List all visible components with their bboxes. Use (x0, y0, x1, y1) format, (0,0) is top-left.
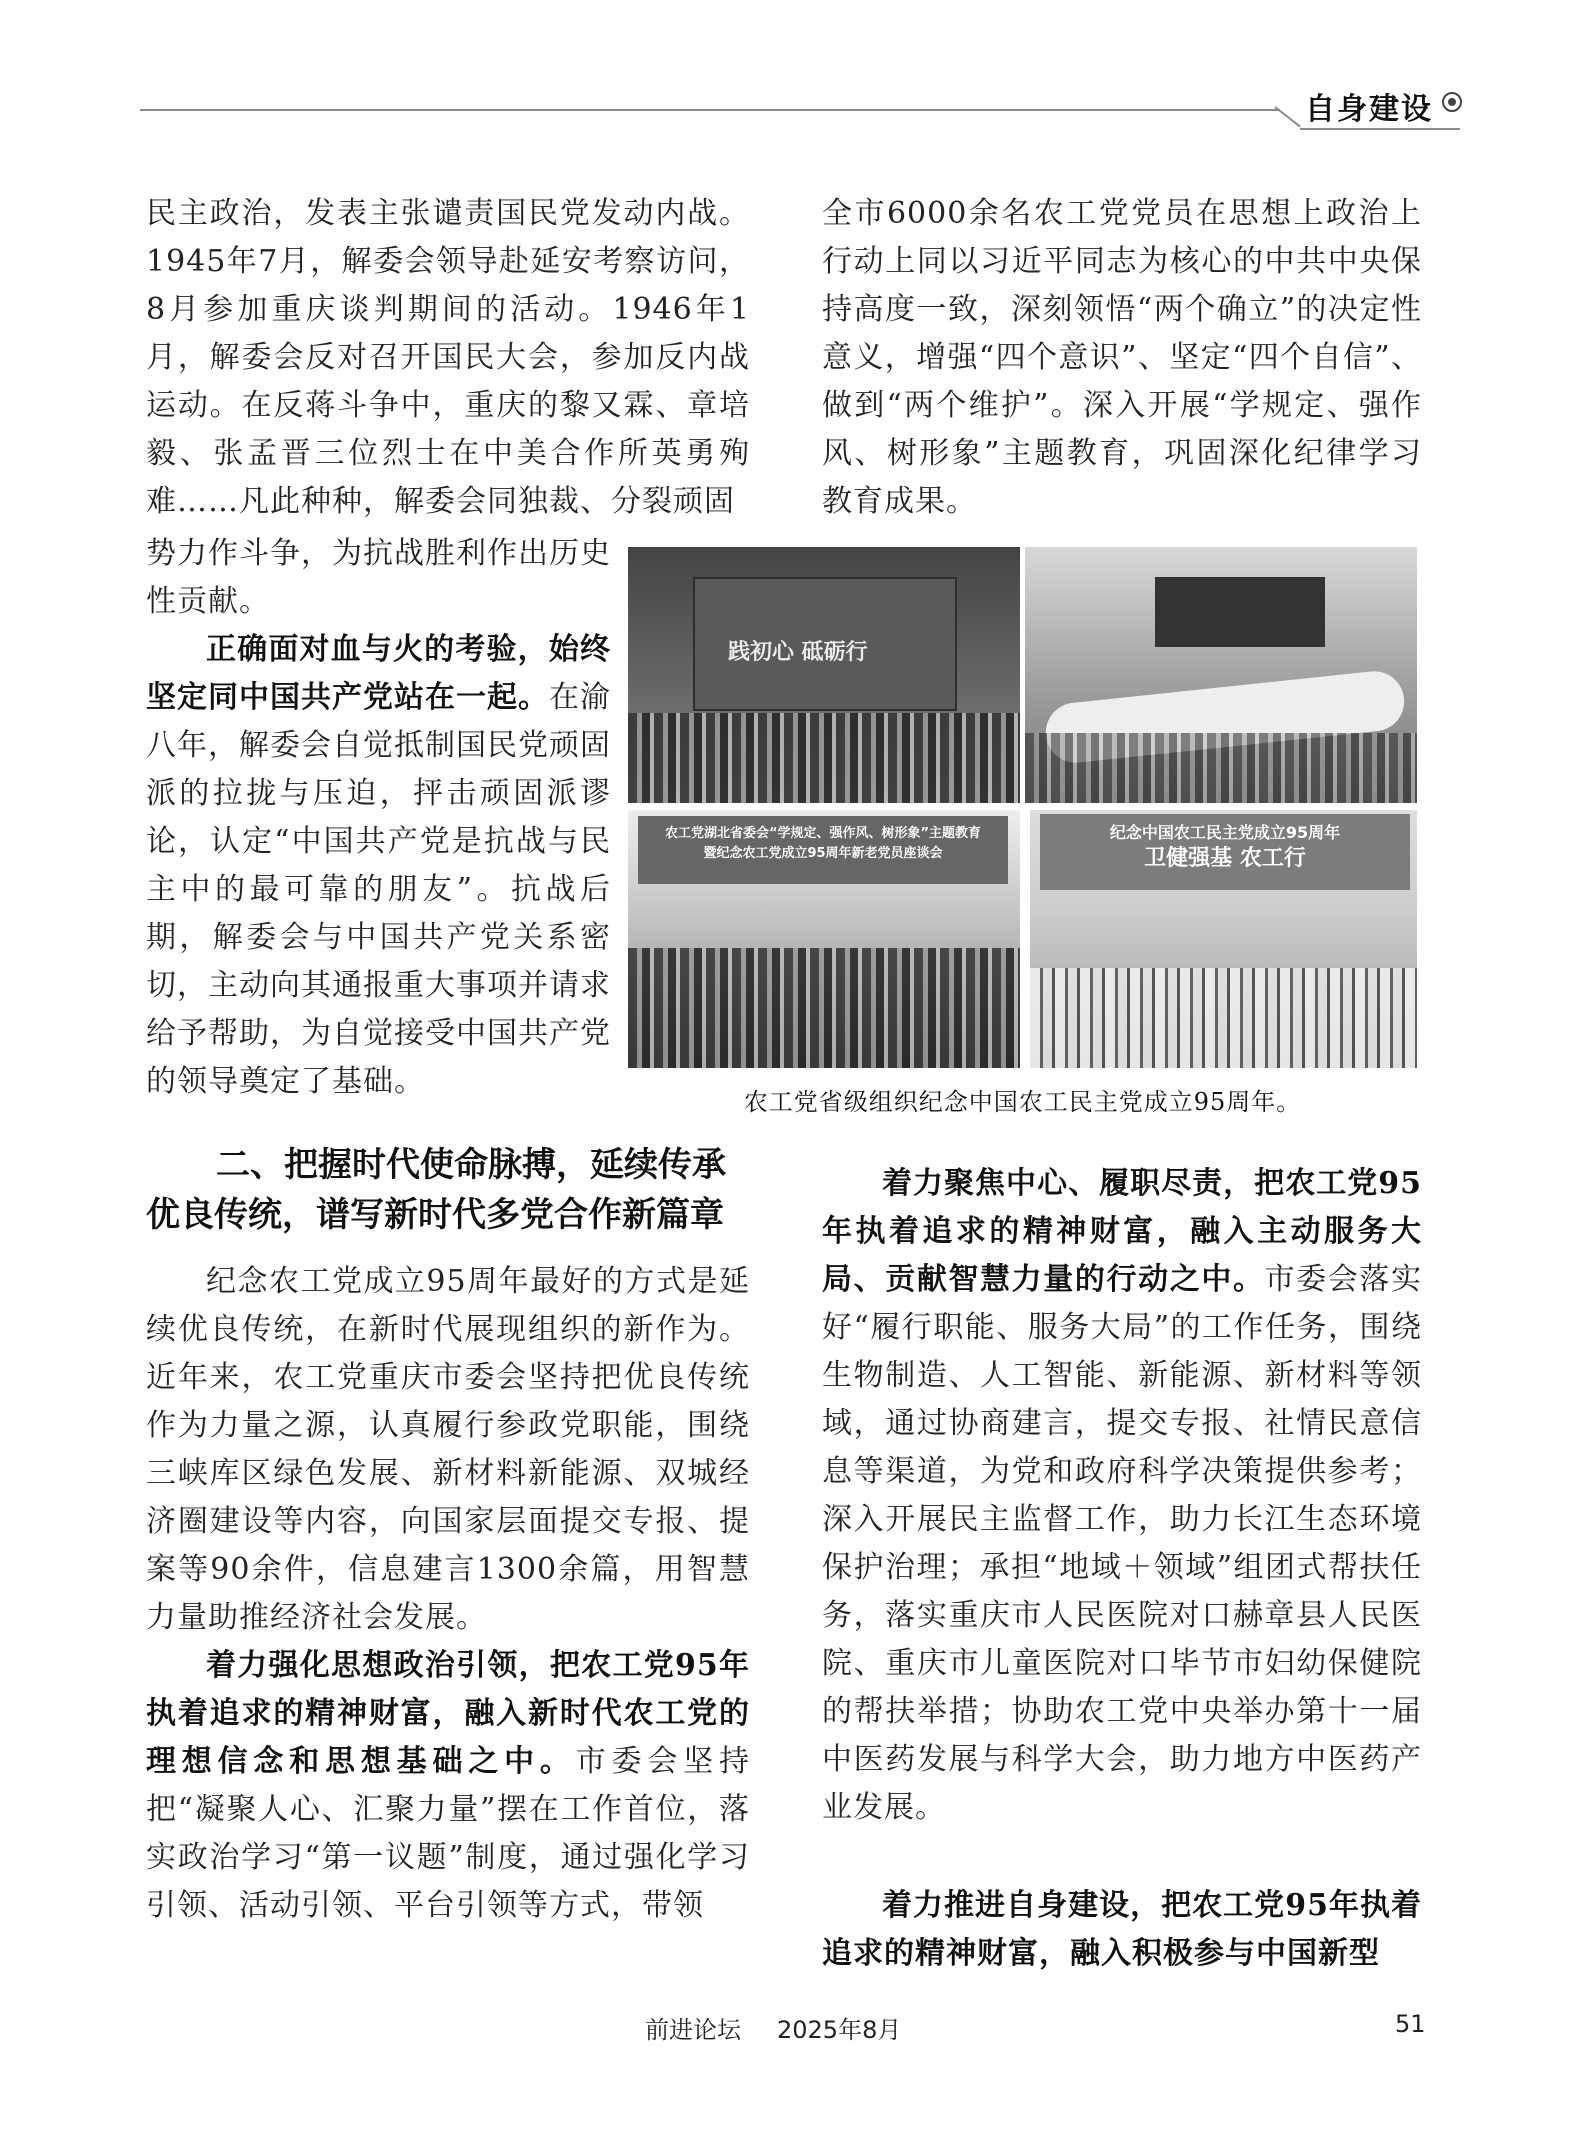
medical-banner-line-2: 卫健强基 农工行 (1144, 846, 1306, 871)
col1-paragraph-1-end: 势力作斗争，为抗战胜利作出历史性贡献。 (146, 536, 611, 619)
photo-symposium (628, 810, 1020, 1068)
medical-banner-line-1: 纪念中国农工民主党成立95周年 (1109, 823, 1341, 842)
section-title: 自身建设 (1305, 92, 1433, 127)
stage-slogan: 践初心 砥砺行 (728, 639, 868, 665)
col1-paragraph-4-body: 市委会坚持把“凝聚人心、汇聚力量”摆在工作首位，落实政治学习“第一议题”制度，通过强化学习引领、活动引领、平台引领等方式，带领 (146, 1744, 750, 1923)
group-of-people (628, 713, 1020, 803)
photo-medical-team (1030, 810, 1417, 1068)
symposium-banner-line-1: 农工党湖北省委会“学规定、强作风、树形象”主题教育 (664, 826, 982, 841)
section-heading (146, 1140, 750, 1240)
header-rule (140, 109, 1280, 111)
col1-paragraph-4-lead: 着力强化思想政治引领，把农工党95年执着追求的精神财富，融入新时代农工党的理想信念和思想基础之中。 (146, 1648, 750, 1779)
col2-paragraph-1: 全市6000余名农工党党员在思想上政治上行动上同以习近平同志为核心的中共中央保持高度一致，深刻领悟“两个确立”的决定性意义，增强“四个意识”、坚定“四个自信”、做到“两个维护”。深入开展“学规定、强作风、树形象”主题教育，巩固深化纪律学习教育成果。 (822, 196, 1422, 519)
meeting-attendees (1025, 733, 1417, 803)
col2-paragraph-2 (822, 1160, 1422, 1832)
col1-paragraph-2-body: 在渝八年，解委会自觉抵制国民党顽固派的拉拢与压迫，抨击顽固派谬论，认定“中国共产党是抗战与民主中的最可靠的朋友”。抗战后期，解委会与中国共产党关系密切，主动向其通报重大事项并请求给予帮助，为自觉接受中国共产党的领导奠定了基础。 (146, 680, 611, 1099)
section-heading-line-1: 二、把握时代使命脉搏，延续传承 (216, 1145, 726, 1185)
footer-issue-date: 2025年8月 (777, 2016, 902, 2044)
photo-meeting-room (1025, 547, 1417, 803)
photo-commemoration-stage (628, 547, 1020, 803)
footer-page-number: 51 (1395, 2010, 1426, 2038)
header-rule-right (1300, 128, 1460, 130)
col1-paragraph-1: 民主政治，发表主张谴责国民党发动内战。1945年7月，解委会领导赴延安考察访问，8月参加重庆谈判期间的活动。1946年1月，解委会反对召开国民大会，参加反内战运动。在反蒋斗争中，重庆的黎又霖、章培毅、张孟晋三位烈士在中美合作所英勇殉难……凡此种种，解委会同独裁、分裂顽固 (146, 196, 750, 519)
symposium-attendees (628, 948, 1020, 1068)
col2-paragraph-3-lead: 着力推进自身建设，把农工党95年执着追求的精神财富，融入积极参与中国新型 (822, 1888, 1422, 1971)
medical-staff-group (1030, 968, 1417, 1068)
footer-journal-name: 前进论坛 (645, 2016, 741, 2044)
col1-paragraph-2 (146, 626, 611, 1106)
symposium-banner-line-2: 暨纪念农工党成立95周年新老党员座谈会 (703, 846, 943, 861)
section-heading-line-2: 优良传统，谱写新时代多党合作新篇章 (146, 1195, 724, 1235)
symposium-banner (638, 816, 1008, 884)
meeting-banner (1155, 577, 1325, 647)
target-icon (1442, 92, 1462, 112)
col1-paragraph-3: 纪念农工党成立95周年最好的方式是延续优良传统，在新时代展现组织的新作为。近年来，农工党重庆市委会坚持把优良传统作为力量之源，认真履行参政党职能，围绕三峡库区绿色发展、新材料新能源、双城经济圈建设等内容，向国家层面提交专报、提案等90余件，信息建言1300余篇，用智慧力量助推经济社会发展。 (146, 1264, 750, 1635)
col2-paragraph-3 (822, 1882, 1422, 1978)
col2-paragraph-2-lead: 着力聚焦中心、履职尽责，把农工党95年执着追求的精神财富，融入主动服务大局、贡献智慧力量的行动之中。 (822, 1166, 1422, 1297)
col2-paragraph-2-body: 市委会落实好“履行职能、服务大局”的工作任务，围绕生物制造、人工智能、新能源、新材料等领域，通过协商建言，提交专报、社情民意信息等渠道，为党和政府科学决策提供参考；深入开展民主监督工作，助力长江生态环境保护治理；承担“地域＋领域”组团式帮扶任务，落实重庆市人民医院对口赫章县人民医院、重庆市儿童医院对口毕节市妇幼保健院的帮扶举措；协助农工党中央举办第十一届中医药发展与科学大会，助力地方中医药产业发展。 (822, 1262, 1423, 1825)
col1-paragraph-2-lead: 正确面对血与火的考验，始终坚定同中国共产党站在一起。 (146, 632, 611, 715)
header-rule-bend (1274, 106, 1300, 127)
photo-caption: 农工党省级组织纪念中国农工民主党成立95周年。 (743, 1088, 1302, 1116)
col1-paragraph-4 (146, 1642, 750, 1930)
medical-banner (1040, 814, 1410, 890)
